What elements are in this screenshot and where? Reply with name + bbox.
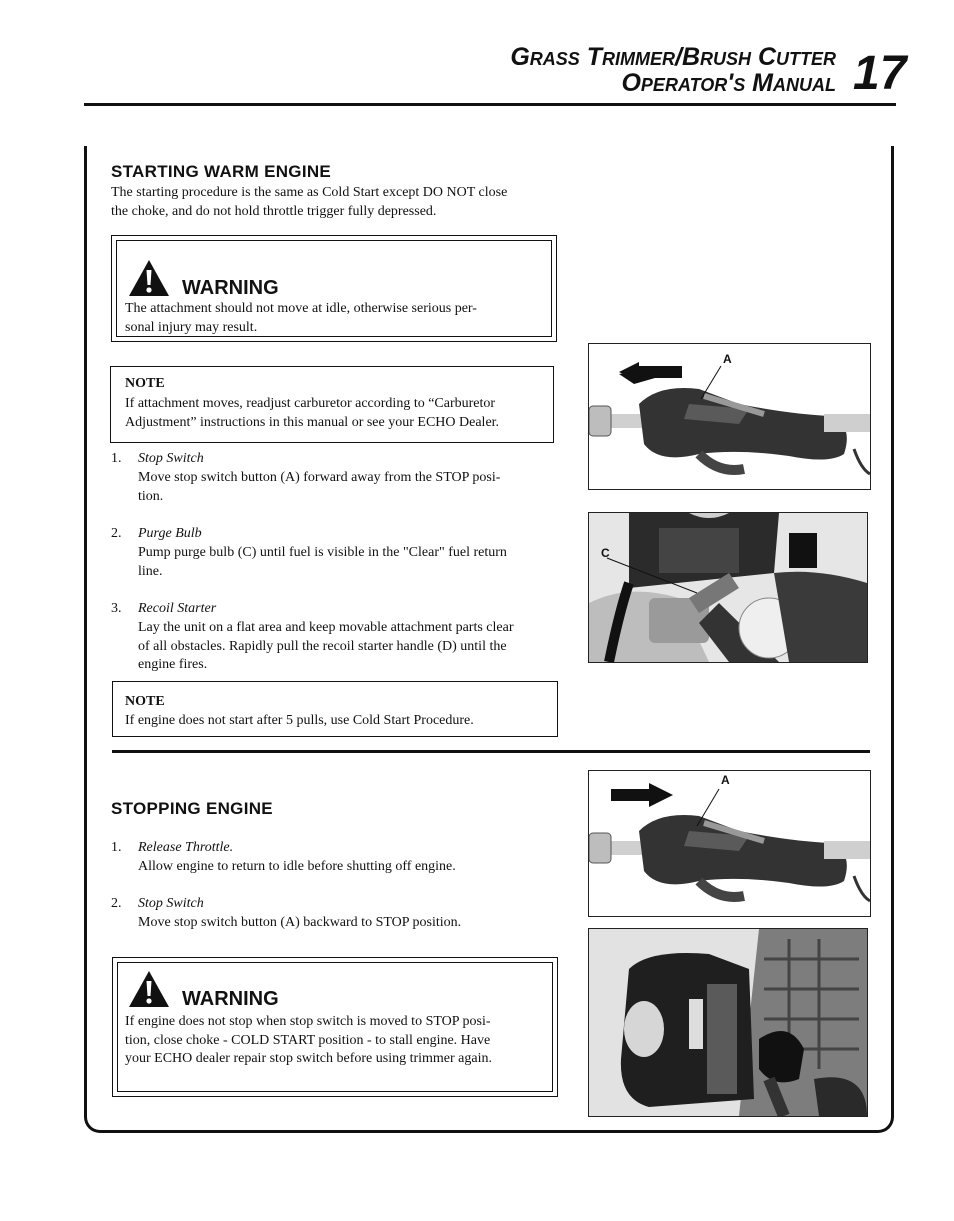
step-body: Allow engine to return to idle before shutting off engine. <box>138 859 456 874</box>
step-title: Stop Switch <box>138 451 204 466</box>
warning-text-line3: your ECHO dealer repair stop switch before using trimmer again. <box>125 1051 493 1066</box>
step-number: 3. <box>111 601 122 616</box>
step-title: Purge Bulb <box>138 526 202 541</box>
page-number: 17 <box>853 47 907 100</box>
note-box <box>112 681 558 737</box>
note-label: NOTE <box>125 694 165 709</box>
warning-triangle-icon <box>127 258 171 298</box>
warning-text-line2: tion, close choke - COLD START position - to stall engine. Have <box>125 1032 491 1048</box>
manual-title <box>510 44 836 96</box>
note-box <box>110 366 554 443</box>
callout-label-c: C <box>601 546 610 560</box>
warning-text <box>125 300 477 337</box>
step-number: 2. <box>111 896 122 911</box>
step-body <box>138 469 500 506</box>
step-title: Release Throttle. <box>138 840 234 855</box>
step-body: Move stop switch button (A) backward to STOP position. <box>138 915 462 930</box>
step-line: Lay the unit on a flat area and keep movable attachment parts clear <box>138 620 514 635</box>
photo-engine-choke <box>588 928 868 1117</box>
section-heading-warm-start: STARTING WARM ENGINE <box>111 162 332 181</box>
step-line: of all obstacles. Rapidly pull the recoil starter handle (D) until the <box>138 638 507 654</box>
warning-box <box>111 235 557 342</box>
warning-text-line2: sonal injury may result. <box>125 319 258 335</box>
step-line: engine fires. <box>138 657 208 672</box>
step-line: Move stop switch button (A) forward away from the STOP posi- <box>138 470 501 485</box>
step-line: Pump purge bulb (C) until fuel is visible in the "Clear" fuel return <box>138 545 507 560</box>
step-title: Recoil Starter <box>138 601 217 616</box>
warning-text <box>125 1013 492 1069</box>
step-number: 2. <box>111 526 122 541</box>
step-line: tion. <box>138 488 164 504</box>
warm-intro-line2: the choke, and do not hold throttle trigger fully depressed. <box>111 203 437 219</box>
header-rule <box>84 103 896 106</box>
warm-intro <box>111 184 507 221</box>
step-body <box>138 619 514 675</box>
callout-label-a: A <box>723 352 732 366</box>
photo-purge-bulb <box>588 512 868 663</box>
warm-intro-line1: The starting procedure is the same as Cold Start except DO NOT close <box>111 185 508 200</box>
warning-title: WARNING <box>182 277 279 299</box>
section-heading-stopping: STOPPING ENGINE <box>111 799 273 818</box>
note-label: NOTE <box>125 376 165 391</box>
warning-title: WARNING <box>182 988 279 1010</box>
manual-title-line1: Grass Trimmer/Brush Cutter <box>510 43 836 71</box>
callout-label-a: A <box>721 773 730 787</box>
step-body <box>138 544 507 581</box>
warning-triangle-icon <box>127 969 171 1009</box>
warning-box <box>112 957 558 1097</box>
note-text <box>125 395 499 432</box>
step-line: line. <box>138 563 163 579</box>
note-text-line1: If attachment moves, readjust carburetor according to “Carburetor <box>125 396 496 411</box>
photo-stop-switch-backward <box>588 770 871 917</box>
step-number: 1. <box>111 451 122 466</box>
manual-title-line2: Operator's Manual <box>621 69 836 97</box>
note-text-line2: Adjustment” instructions in this manual or see your ECHO Dealer. <box>125 414 500 430</box>
warning-text-line1: If engine does not stop when stop switch is moved to STOP posi- <box>125 1014 491 1029</box>
step-number: 1. <box>111 840 122 855</box>
step-title: Stop Switch <box>138 896 204 911</box>
warning-text-line1: The attachment should not move at idle, otherwise serious per- <box>125 301 477 316</box>
note-text: If engine does not start after 5 pulls, use Cold Start Procedure. <box>125 713 474 728</box>
section-divider <box>112 750 870 753</box>
photo-stop-switch-forward <box>588 343 871 490</box>
